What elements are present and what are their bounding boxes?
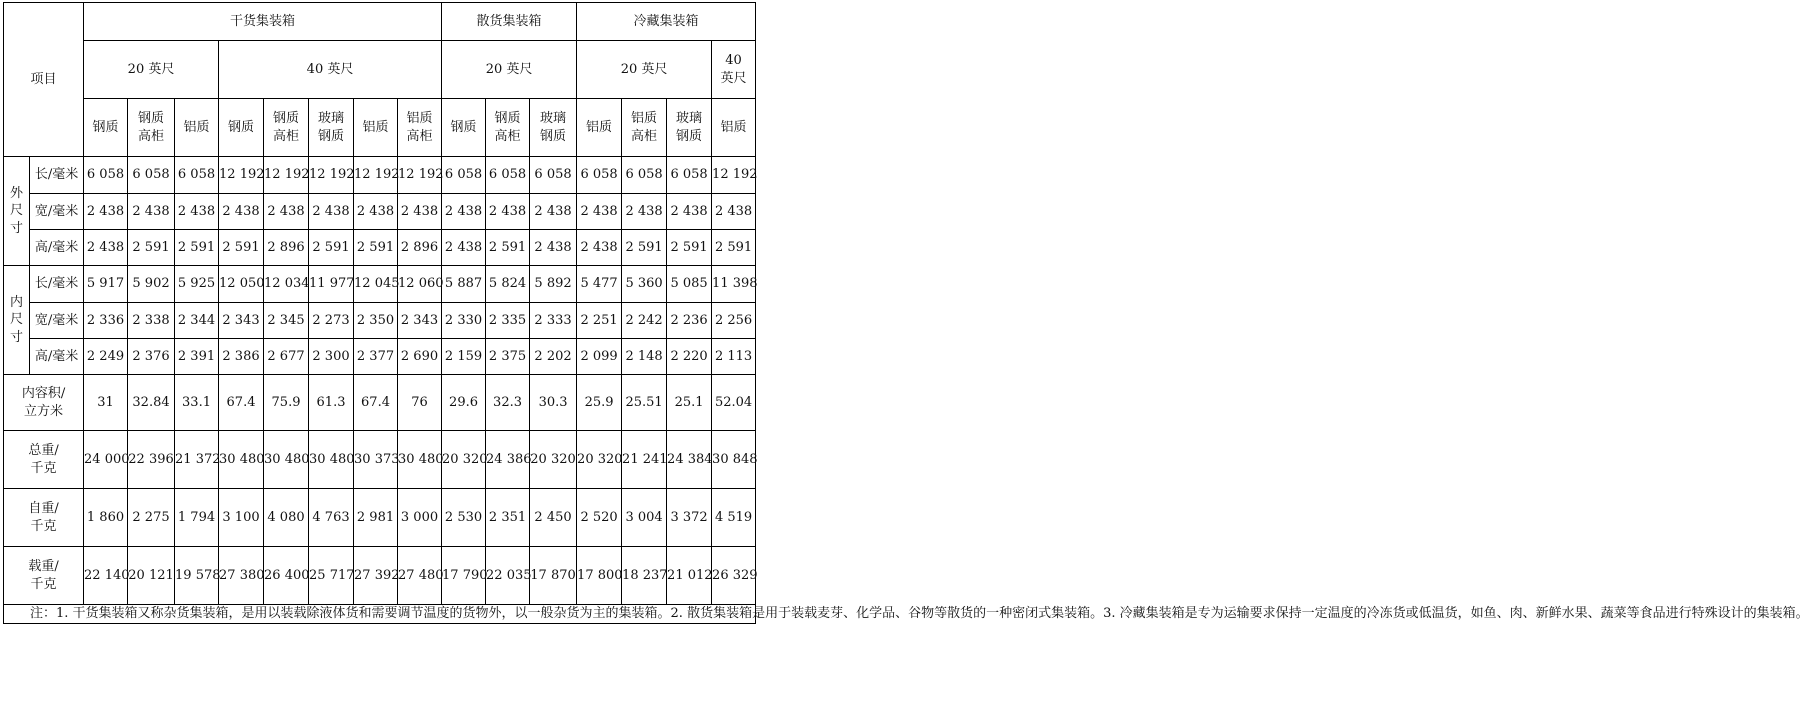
table-cell: 21 241 [622, 431, 667, 489]
table-cell: 2 256 [712, 303, 756, 339]
material-header-11: 玻璃 钢质 [530, 99, 577, 157]
table-cell: 5 925 [175, 266, 219, 303]
table-cell: 2 591 [128, 230, 175, 266]
table-cell: 12 192 [309, 157, 354, 194]
table-cell: 2 300 [309, 339, 354, 375]
table-cell: 2 438 [486, 194, 530, 230]
item-header: 项目 [4, 3, 84, 157]
table-cell: 2 591 [712, 230, 756, 266]
table-cell: 2 438 [667, 194, 712, 230]
table-cell: 2 099 [577, 339, 622, 375]
table-cell: 17 870 [530, 547, 577, 605]
table-cell: 2 375 [486, 339, 530, 375]
table-cell: 2 113 [712, 339, 756, 375]
row-outer-height [4, 230, 756, 266]
table-cell: 2 438 [442, 230, 486, 266]
table-cell: 2 343 [398, 303, 442, 339]
table-cell: 12 192 [398, 157, 442, 194]
table-cell: 2 591 [354, 230, 398, 266]
table-cell: 2 896 [264, 230, 309, 266]
table-cell: 6 058 [622, 157, 667, 194]
table-cell: 12 192 [264, 157, 309, 194]
table-cell: 26 400 [264, 547, 309, 605]
table-cell: 52.04 [712, 375, 756, 431]
table-cell: 4 080 [264, 489, 309, 547]
reefer-40ft-header: 40 英尺 [712, 41, 756, 99]
table-cell: 2 148 [622, 339, 667, 375]
table-cell: 31 [84, 375, 128, 431]
table-cell: 2 438 [219, 194, 264, 230]
table-cell: 20 320 [530, 431, 577, 489]
table-cell: 5 085 [667, 266, 712, 303]
material-header-8: 铝质 高柜 [398, 99, 442, 157]
table-cell: 33.1 [175, 375, 219, 431]
dry-container-header: 干货集装箱 [84, 3, 442, 41]
table-cell: 2 351 [486, 489, 530, 547]
inner-dimension-group-label: 内 尺 寸 [4, 266, 30, 375]
material-header-7: 铝质 [354, 99, 398, 157]
material-header-1: 钢质 [84, 99, 128, 157]
table-cell: 5 360 [622, 266, 667, 303]
table-cell: 21 372 [175, 431, 219, 489]
table-cell: 2 981 [354, 489, 398, 547]
table-cell: 27 392 [354, 547, 398, 605]
row-label: 宽/毫米 [30, 303, 84, 339]
table-cell: 30 373 [354, 431, 398, 489]
table-cell: 22 140 [84, 547, 128, 605]
table-cell: 30 848 [712, 431, 756, 489]
table-cell: 6 058 [577, 157, 622, 194]
material-header-2: 钢质 高柜 [128, 99, 175, 157]
table-cell: 32.84 [128, 375, 175, 431]
table-cell: 2 438 [309, 194, 354, 230]
table-cell: 25.9 [577, 375, 622, 431]
table-cell: 20 121 [128, 547, 175, 605]
table-cell: 2 343 [219, 303, 264, 339]
row-inner-length [4, 266, 756, 303]
table-cell: 20 320 [577, 431, 622, 489]
material-header-4: 钢质 [219, 99, 264, 157]
table-cell: 12 060 [398, 266, 442, 303]
table-cell: 2 438 [84, 194, 128, 230]
row-tare-weight [4, 489, 756, 547]
table-cell: 2 376 [128, 339, 175, 375]
table-cell: 19 578 [175, 547, 219, 605]
table-cell: 2 591 [309, 230, 354, 266]
table-cell: 12 034 [264, 266, 309, 303]
row-label: 长/毫米 [30, 157, 84, 194]
table-cell: 1 794 [175, 489, 219, 547]
table-cell: 4 763 [309, 489, 354, 547]
table-cell: 2 202 [530, 339, 577, 375]
material-header-3: 铝质 [175, 99, 219, 157]
row-outer-width [4, 194, 756, 230]
table-cell: 2 520 [577, 489, 622, 547]
material-header-12: 铝质 [577, 99, 622, 157]
table-cell: 24 000 [84, 431, 128, 489]
table-cell: 2 377 [354, 339, 398, 375]
table-cell: 30 480 [219, 431, 264, 489]
table-cell: 2 438 [577, 194, 622, 230]
table-cell: 12 045 [354, 266, 398, 303]
reefer-container-header: 冷藏集装箱 [577, 3, 756, 41]
table-cell: 2 591 [622, 230, 667, 266]
table-cell: 12 192 [354, 157, 398, 194]
material-header-6: 玻璃 钢质 [309, 99, 354, 157]
row-label: 总重/ 千克 [4, 431, 84, 489]
table-cell: 2 236 [667, 303, 712, 339]
table-cell: 2 677 [264, 339, 309, 375]
table-cell: 17 790 [442, 547, 486, 605]
table-cell: 6 058 [84, 157, 128, 194]
table-cell: 2 345 [264, 303, 309, 339]
table-cell: 17 800 [577, 547, 622, 605]
note-row [4, 605, 756, 624]
table-cell: 2 530 [442, 489, 486, 547]
table-cell: 6 058 [530, 157, 577, 194]
table-cell: 2 438 [354, 194, 398, 230]
table-cell: 2 438 [398, 194, 442, 230]
row-label: 载重/ 千克 [4, 547, 84, 605]
table-cell: 2 591 [219, 230, 264, 266]
table-cell: 11 398 [712, 266, 756, 303]
table-cell: 5 902 [128, 266, 175, 303]
table-cell: 2 438 [577, 230, 622, 266]
table-cell: 30 480 [264, 431, 309, 489]
row-label: 长/毫米 [30, 266, 84, 303]
table-cell: 25.51 [622, 375, 667, 431]
table-cell: 5 887 [442, 266, 486, 303]
row-label: 自重/ 千克 [4, 489, 84, 547]
table-cell: 6 058 [486, 157, 530, 194]
table-cell: 2 896 [398, 230, 442, 266]
table-cell: 2 386 [219, 339, 264, 375]
table-cell: 2 338 [128, 303, 175, 339]
table-cell: 3 000 [398, 489, 442, 547]
table-cell: 67.4 [219, 375, 264, 431]
table-cell: 2 275 [128, 489, 175, 547]
row-label: 高/毫米 [30, 339, 84, 375]
table-cell: 2 344 [175, 303, 219, 339]
row-label: 内容积/ 立方米 [4, 375, 84, 431]
table-cell: 2 438 [175, 194, 219, 230]
table-cell: 25 717 [309, 547, 354, 605]
table-cell: 6 058 [667, 157, 712, 194]
table-cell: 22 035 [486, 547, 530, 605]
table-cell: 21 012 [667, 547, 712, 605]
material-header-14: 玻璃 钢质 [667, 99, 712, 157]
table-cell: 3 004 [622, 489, 667, 547]
table-cell: 5 477 [577, 266, 622, 303]
table-cell: 22 396 [128, 431, 175, 489]
row-payload [4, 547, 756, 605]
table-cell: 32.3 [486, 375, 530, 431]
table-cell: 2 335 [486, 303, 530, 339]
table-cell: 2 591 [175, 230, 219, 266]
table-cell: 2 330 [442, 303, 486, 339]
table-cell: 26 329 [712, 547, 756, 605]
table-cell: 29.6 [442, 375, 486, 431]
header-row-sizes [4, 41, 756, 99]
row-label: 宽/毫米 [30, 194, 84, 230]
header-row-materials [4, 99, 756, 157]
material-header-10: 钢质 高柜 [486, 99, 530, 157]
header-row-groups [4, 3, 756, 41]
row-gross-weight [4, 431, 756, 489]
table-cell: 67.4 [354, 375, 398, 431]
table-cell: 18 237 [622, 547, 667, 605]
dry-20ft-header: 20 英尺 [84, 41, 219, 99]
table-cell: 25.1 [667, 375, 712, 431]
table-cell: 3 100 [219, 489, 264, 547]
table-cell: 2 690 [398, 339, 442, 375]
table-cell: 2 249 [84, 339, 128, 375]
table-cell: 12 192 [712, 157, 756, 194]
table-cell: 24 386 [486, 431, 530, 489]
table-cell: 2 242 [622, 303, 667, 339]
table-cell: 2 159 [442, 339, 486, 375]
material-header-5: 钢质 高柜 [264, 99, 309, 157]
table-cell: 4 519 [712, 489, 756, 547]
table-cell: 6 058 [175, 157, 219, 194]
table-cell: 30 480 [398, 431, 442, 489]
table-cell: 2 273 [309, 303, 354, 339]
table-cell: 2 591 [486, 230, 530, 266]
table-cell: 5 917 [84, 266, 128, 303]
table-cell: 5 824 [486, 266, 530, 303]
table-cell: 2 333 [530, 303, 577, 339]
table-cell: 2 438 [530, 230, 577, 266]
bulk-container-header: 散货集装箱 [442, 3, 577, 41]
row-label: 高/毫米 [30, 230, 84, 266]
material-header-13: 铝质 高柜 [622, 99, 667, 157]
table-cell: 75.9 [264, 375, 309, 431]
table-cell: 2 591 [667, 230, 712, 266]
row-inner-height [4, 339, 756, 375]
table-cell: 2 438 [84, 230, 128, 266]
dry-40ft-header: 40 英尺 [219, 41, 442, 99]
outer-dimension-group-label: 外 尺 寸 [4, 157, 30, 266]
table-cell: 2 438 [712, 194, 756, 230]
container-spec-table [3, 2, 1809, 624]
table-cell: 27 380 [219, 547, 264, 605]
table-cell: 11 977 [309, 266, 354, 303]
table-cell: 2 350 [354, 303, 398, 339]
table-cell: 2 251 [577, 303, 622, 339]
table-note: 注：1. 干货集装箱又称杂货集装箱，是用以装载除液体货和需要调节温度的货物外，以一般杂货为主的集装箱。2. 散货集装箱是用于装载麦芽、化学品、谷物等散货的一种密闭式集装箱。3. 冷藏集装箱是专为运输要求保持一定温度的冷冻货或低温货，如鱼、肉、新鲜水果、蔬菜等食品进行特殊设计的集装箱。 [4, 605, 756, 624]
table-cell: 2 220 [667, 339, 712, 375]
bulk-20ft-header: 20 英尺 [442, 41, 577, 99]
table-cell: 5 892 [530, 266, 577, 303]
table-cell: 2 438 [128, 194, 175, 230]
table-cell: 2 438 [530, 194, 577, 230]
table-cell: 20 320 [442, 431, 486, 489]
table-cell: 2 438 [622, 194, 667, 230]
table-cell: 24 384 [667, 431, 712, 489]
table-cell: 12 192 [219, 157, 264, 194]
table-cell: 2 450 [530, 489, 577, 547]
material-header-15: 铝质 [712, 99, 756, 157]
row-volume [4, 375, 756, 431]
table-cell: 61.3 [309, 375, 354, 431]
reefer-20ft-header: 20 英尺 [577, 41, 712, 99]
table-cell: 76 [398, 375, 442, 431]
table-cell: 12 050 [219, 266, 264, 303]
table-cell: 2 391 [175, 339, 219, 375]
table-cell: 30.3 [530, 375, 577, 431]
table-cell: 3 372 [667, 489, 712, 547]
table-cell: 1 860 [84, 489, 128, 547]
table-cell: 6 058 [442, 157, 486, 194]
table-cell: 2 336 [84, 303, 128, 339]
material-header-9: 钢质 [442, 99, 486, 157]
table-cell: 6 058 [128, 157, 175, 194]
row-inner-width [4, 303, 756, 339]
row-outer-length [4, 157, 756, 194]
table-cell: 2 438 [442, 194, 486, 230]
table-cell: 27 480 [398, 547, 442, 605]
table-cell: 2 438 [264, 194, 309, 230]
table-cell: 30 480 [309, 431, 354, 489]
